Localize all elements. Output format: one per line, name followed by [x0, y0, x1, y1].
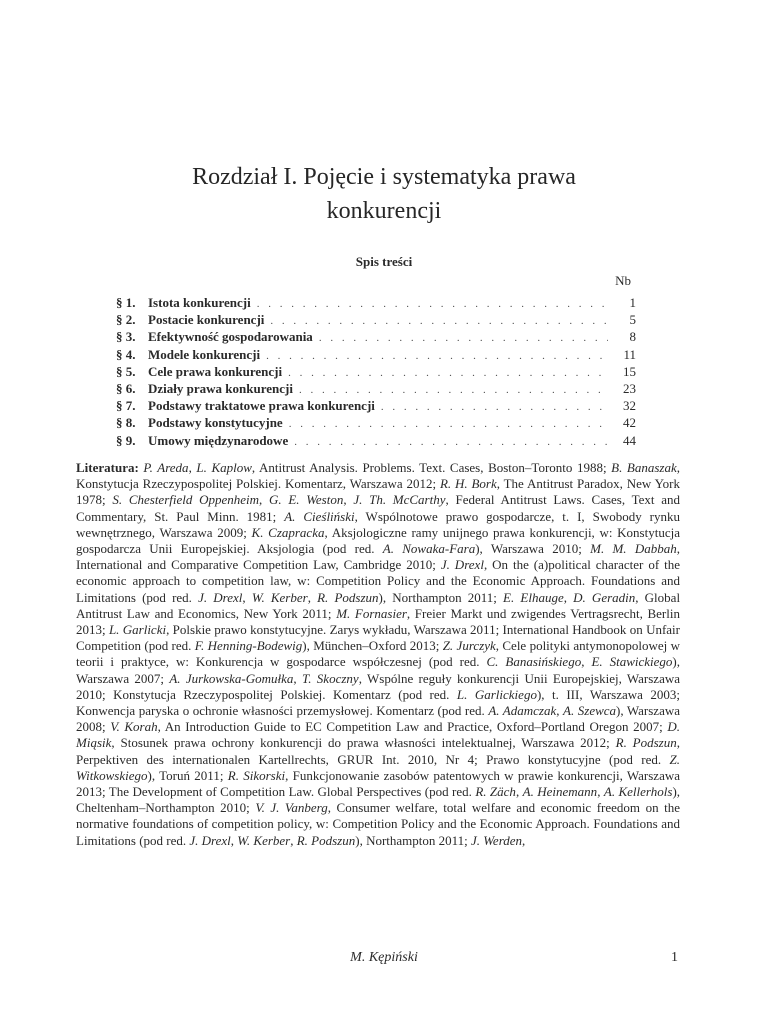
- literature-text: , Antitrust Analysis. Problems. Text. Cases, Boston–Toronto 1988;: [251, 460, 612, 475]
- toc-entry-page: 23: [623, 380, 636, 396]
- footer-author: M. Kępiński: [350, 950, 418, 965]
- toc-entry: [116, 312, 636, 329]
- toc-dot-leader: [299, 384, 608, 396]
- literature-text: , An Introduction Guide to EC Competition Law and Practice, Oxford–Portland Oregon 2007;: [157, 719, 668, 735]
- literature-text: , Wspólne reguły konkurencji Unii Europejskiej, Warszawa 2010; Konstytucja Rzeczypospolitej Polskiej. Komentarz (pod red.: [76, 670, 681, 702]
- page-number: 1: [671, 950, 678, 965]
- author-name: F. Henning-Bodewig: [194, 638, 303, 654]
- author-name: R. Podszun: [317, 589, 379, 605]
- literature-text: ,: [522, 832, 526, 848]
- literature-text: ,: [293, 670, 302, 686]
- toc-entry: [116, 415, 636, 432]
- literature-text: , Freier Markt und zwigendes Vertragsrecht, Berlin 2013;: [76, 605, 680, 638]
- literature-text: , Polskie prawo konstytucyjne. Zarys wykładu, Warszawa 2011; International Handbook on Unfair Competition (pod red.: [76, 622, 680, 654]
- author-name: R. Podszun: [296, 832, 356, 848]
- literature-text: , International and Comparative Competition Law, Cambridge 2010;: [76, 541, 680, 573]
- literature-text: ,: [515, 784, 523, 800]
- literature-text: , The Antitrust Paradox, New York 1978;: [76, 476, 681, 508]
- toc-entry-title: Modele konkurencji: [148, 346, 261, 362]
- toc-dot-leader: [257, 298, 608, 310]
- literature-text: , Consumer welfare, total welfare and economic freedom on the normative foundations of competition policy, w: Competition Policy and the Economic Approach. Foundations and Limitations (pod red.: [76, 800, 680, 848]
- toc-entry-number: § 2.: [116, 312, 136, 328]
- author-name: R. Podszun: [615, 735, 677, 751]
- toc-entry-page: 11: [623, 346, 636, 362]
- table-of-contents: [116, 295, 636, 450]
- toc-entry-page: 8: [629, 329, 636, 345]
- literature-text: ,: [230, 832, 238, 848]
- toc-entry-title: Postacie konkurencji: [148, 312, 265, 328]
- literature-text: ), Warszawa 2010;: [475, 541, 591, 557]
- toc-dot-leader: [381, 401, 608, 413]
- author-name: B. Banaszak: [611, 460, 677, 475]
- toc-entry-number: § 7.: [116, 398, 136, 414]
- literature-text: , Perpektiven des internationalen Kartellrechts, GRUR Int. 2010, Nr 4; Prawo konstytucyjne (pod red.: [76, 735, 680, 767]
- author-name: J. Th. McCarthy: [353, 492, 446, 508]
- author-name: L. Garlickiego: [456, 686, 537, 702]
- toc-entry-number: § 1.: [116, 295, 136, 310]
- toc-entry-page: 15: [623, 363, 636, 379]
- toc-heading: Spis treści: [355, 254, 413, 269]
- literature-text: , Funkcjonowanie zasobów patentowych w prawie konkurencji, Warszawa 2013; The Development of Competition Law. Global Perspectives (pod red.: [76, 767, 680, 800]
- author-name: A. Adamczak: [488, 703, 557, 719]
- literature-text: ), München–Oxford 2013;: [302, 638, 443, 654]
- author-name: V. J. Vanberg: [255, 800, 328, 816]
- toc-dot-leader: [289, 418, 608, 430]
- literature-text: ), Cheltenham–Northampton 2010;: [76, 784, 681, 816]
- toc-entry: [116, 381, 636, 398]
- toc-entry-title: Działy prawa konkurencji: [148, 380, 293, 396]
- literature-text: , Aksjologiczne ramy unijnego prawa konkurencji, w: Konstytucja gospodarcza Unii Europejskiej. Aksjologia (pod red.: [76, 524, 680, 557]
- literature-text: , Federal Antitrust Laws. Cases, Text and Commentary, St. Paul Minn. 1981;: [76, 492, 681, 524]
- literature-text: ,: [290, 832, 297, 848]
- author-name: W. Kerber: [251, 589, 308, 605]
- author-name: A. Nowaka-Fara: [382, 541, 476, 557]
- literature-text: ,: [597, 784, 604, 800]
- author-name: J. Drexl: [198, 589, 243, 605]
- author-name: T. Skoczny: [301, 670, 359, 686]
- toc-entry-page: 1: [629, 295, 636, 310]
- author-name: L. Garlicki: [108, 622, 167, 638]
- toc-entry-number: § 5.: [116, 363, 136, 379]
- chapter-title-line2: konkurencji: [326, 198, 442, 224]
- author-name: A. Kellerhols: [603, 784, 673, 800]
- toc-entry-number: § 9.: [116, 432, 136, 448]
- literature-text: ,: [242, 589, 252, 605]
- literature-text: ,: [556, 703, 564, 719]
- literature-text: , Wspólnotowe prawo gospodarcze, t. I, Swobody rynku wewnętrznego, Warszawa 2009;: [76, 508, 680, 540]
- toc-entry-page: 44: [623, 432, 636, 448]
- literature-text: , Cele polityki antymonopolowej w teorii i praktyce, w: Konkurencja w gospodarce współczesnej (pod red.: [76, 638, 681, 670]
- author-name: A. Szewca: [563, 703, 617, 719]
- author-name: L. Kaplow: [196, 460, 252, 475]
- toc-entry-title: Podstawy konstytucyjne: [148, 415, 283, 431]
- author-name: G. E. Weston: [269, 492, 344, 508]
- author-name: A. Jurkowska-Gomułka: [169, 670, 294, 686]
- toc-entry-number: § 4.: [116, 346, 136, 362]
- author-name: M. M. Dabbah: [590, 541, 677, 557]
- literature-text: ), Toruń 2011;: [147, 767, 228, 783]
- toc-entry: [116, 295, 636, 312]
- toc-entry-title: Efektywność gospodarowania: [148, 329, 313, 345]
- toc-entry-page: 32: [623, 398, 636, 414]
- toc-dot-leader: [266, 350, 608, 362]
- literature-text: ,: [563, 589, 574, 605]
- literature-text: ), Northampton 2011;: [378, 589, 504, 605]
- author-name: A. Cieśliński: [284, 508, 355, 524]
- author-name: E. Stawickiego: [591, 654, 673, 670]
- author-name: P. Areda: [143, 460, 189, 475]
- toc-entry-title: Istota konkurencji: [148, 295, 251, 310]
- author-name: C. Banasińskiego: [486, 654, 582, 670]
- toc-dot-leader: [319, 332, 608, 344]
- author-name: E. Elhauge: [503, 589, 564, 605]
- author-name: J. Werden: [471, 832, 523, 848]
- author-name: M. Fornasier: [336, 605, 407, 621]
- author-name: J. Drexl: [440, 557, 484, 573]
- toc-nb-label: Nb: [615, 273, 631, 288]
- author-name: D. Miąsik: [76, 719, 681, 751]
- author-name: R. Sikorski: [227, 767, 286, 783]
- author-name: R. Zäch: [475, 784, 516, 800]
- literature-text: ,: [259, 492, 269, 508]
- literature-text: , On the (a)political character of the economic approach to competition law, w: Competition Policy and the Economic Approach. Foundations and Limitations (pod red.: [76, 557, 680, 605]
- literature-text: , Stosunek prawa ochrony konkurencji do prawa własności intelektualnej, Warszawa 2012;: [111, 735, 616, 751]
- toc-entry: [116, 329, 636, 346]
- literature-text: ), Warszawa 2007;: [76, 654, 681, 686]
- author-name: R. H. Bork: [439, 476, 497, 492]
- author-name: Z. Witkowskiego: [76, 751, 680, 783]
- toc-entry-title: Cele prawa konkurencji: [148, 363, 283, 379]
- toc-entry-page: 42: [623, 415, 636, 431]
- literature-text: , Global Antitrust Law and Economics, New York 2011;: [76, 589, 681, 621]
- literature-text: ,: [581, 654, 592, 670]
- toc-entry-title: Podstawy traktatowe prawa konkurencji: [148, 398, 375, 414]
- toc-entry: [116, 433, 636, 450]
- toc-entry: [116, 398, 636, 415]
- literature-text: ), Warszawa 2008;: [76, 703, 680, 735]
- toc-entry-number: § 8.: [116, 415, 136, 431]
- literature-text: ,: [307, 589, 318, 605]
- author-name: D. Geradin: [573, 589, 636, 605]
- literature-text: , Konstytucja Rzeczypospolitej Polskiej. Komentarz, Warszawa 2012;: [76, 460, 681, 492]
- author-name: A. Heinemann: [522, 784, 598, 800]
- toc-dot-leader: [270, 315, 608, 327]
- author-name: Z. Jurczyk: [442, 638, 496, 654]
- toc-dot-leader: [294, 436, 608, 448]
- literature-text: ,: [188, 460, 197, 475]
- literature-body: [76, 460, 680, 848]
- toc-entry-page: 5: [629, 312, 636, 328]
- toc-entry-number: § 6.: [116, 380, 136, 396]
- author-name: J. Drexl: [189, 832, 231, 848]
- author-name: K. Czapracka: [251, 524, 325, 540]
- chapter-title: [100, 160, 668, 228]
- toc-entry-title: Umowy międzynarodowe: [148, 432, 289, 448]
- toc-entry-number: § 3.: [116, 329, 136, 345]
- author-name: S. Chesterfield Oppenheim: [112, 492, 260, 508]
- author-name: V. Korah: [110, 719, 158, 735]
- toc-dot-leader: [288, 367, 608, 379]
- toc-entry: [116, 347, 636, 364]
- author-name: W. Kerber: [237, 832, 291, 848]
- literature-text: ), t. III, Warszawa 2003; Konwencja paryska o ochronie własności przemysłowej. Komentarz (pod red.: [76, 686, 681, 719]
- literature-text: ), Northampton 2011;: [355, 832, 472, 848]
- literature-paragraph: [76, 460, 680, 849]
- literature-label: Literatura:: [76, 460, 139, 475]
- chapter-title-line1: Rozdział I. Pojęcie i systematyka prawa: [192, 164, 576, 190]
- toc-entry: [116, 364, 636, 381]
- literature-text: ,: [343, 492, 354, 508]
